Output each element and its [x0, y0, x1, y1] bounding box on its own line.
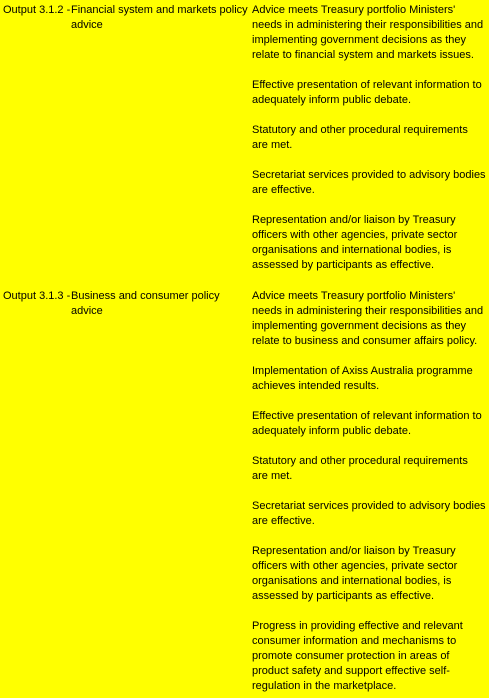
criterion-item: Statutory and other procedural requirements are met.	[252, 124, 468, 151]
output-code: Output 3.1.2 -	[3, 4, 71, 16]
criterion-item: Advice meets Treasury portfolio Ministers' needs in administering their responsibilities and implementing government decisions as they relate to business and consumer affairs policy.	[252, 290, 484, 347]
criterion-item: Effective presentation of relevant information to adequately inform public debate.	[252, 79, 482, 106]
criterion-item: Advice meets Treasury portfolio Ministers' needs in administering their responsibilities and implementing government decisions as they relate to financial system and markets issues.	[252, 4, 484, 61]
criterion-item: Effective presentation of relevant information to adequately inform public debate.	[252, 410, 482, 437]
criterion-item: Implementation of Axiss Australia programme achieves intended results.	[252, 365, 473, 392]
criterion-item: Secretariat services provided to advisory bodies are effective.	[252, 500, 486, 527]
criterion-item: Progress in providing effective and relevant consumer information and mechanisms to promote consumer protection in areas of product safety and support effective self-regulation in the marketplace.	[252, 620, 463, 692]
output-code: Output 3.1.3 -	[3, 290, 71, 302]
criterion-item: Representation and/or liaison by Treasury officers with other agencies, private sector organisations and international bodies, is assessed by participants as effective.	[252, 545, 458, 602]
output-title: Financial system and markets policy advice	[71, 4, 248, 31]
effectiveness-criteria	[252, 3, 486, 273]
output-title: Business and consumer policy advice	[71, 290, 220, 317]
criterion-item: Representation and/or liaison by Treasury officers with other agencies, private sector organisations and international bodies, is assessed by participants as effective.	[252, 214, 458, 271]
criterion-item: Statutory and other procedural requirements are met.	[252, 455, 468, 482]
criterion-item: Secretariat services provided to advisory bodies are effective.	[252, 169, 486, 196]
effectiveness-criteria	[252, 289, 486, 694]
